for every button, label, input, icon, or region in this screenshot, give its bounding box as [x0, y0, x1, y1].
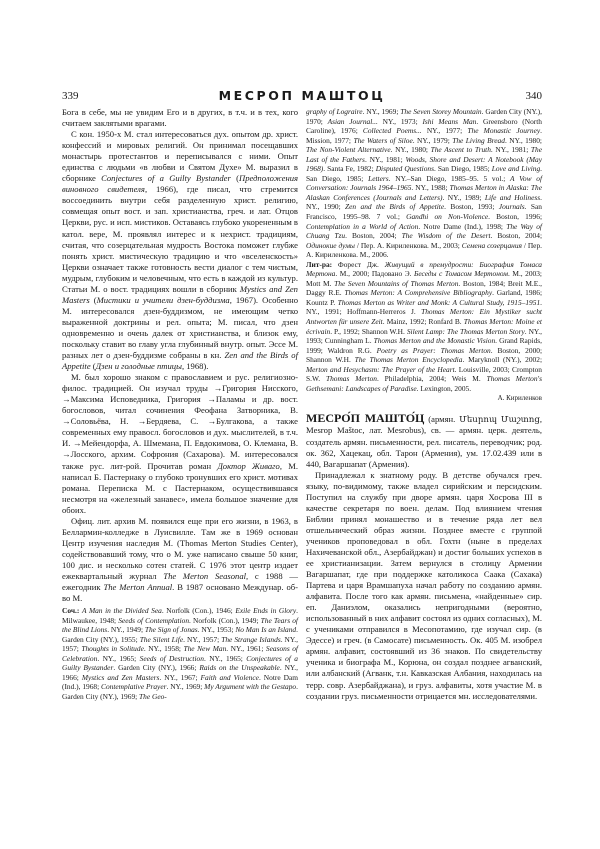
bibliography-title: Ishi Means Man: [422, 116, 477, 126]
bibliography-title: graphy of Lograire: [306, 107, 363, 116]
literature-list: Лит-ра: Форест Дж. Живущий в премудрости: Биография Томаса Мертона. М., 2000; Падованo Э. Беседы с Томасом Мертоном. М., 2003; Mott M. The Seven Mountains of Thomas Merton. Boston, 1984; Breit M.E., Daggy R.E. Thomas Merton: A Comprehensive Bibliography. Garland, 1986; Kountz P. Thomas Merton as Writer and Monk: A Cultural Study, 1915–1951. NY., 1991; Hoffmann-Herreros J. Thomas Merton: Ein Mystiker sucht Antworten für unsere Zeit. Mainz, 1992; Ronfard B. Thomas Merton: Moine et écrivain. P., 1992; Shannon W.H. Silent Lamp: The Thomas Merton Story. NY., 1993; Cunningham L. Thomas Merton and the Monastic Vision. Grand Rapids, 1999; Waldron R.G. Poetry as Prayer: Thomas Merton. Boston, 2000; Shannon W.H. The Thomas Merton Encyclopedia. Maryknoll (NY.), 2002; Merton and Hesychasm: The Prayer of the Heart. Louisville, 2003; Crompton S.W. Thomas Merton. Philadelphia, 2004; Weis M. Thomas Merton's Gethsemani: Landscapes of Paradise. Lexington, 2005.: [306, 259, 543, 393]
page-number-right: 340: [525, 90, 542, 102]
bibliography-title: The Monastic Journey: [467, 126, 541, 136]
works-list: Соч.: A Man in the Divided Sea. Norfolk (Con.), 1946; Exile Ends in Glory. Milwaukee, 1948; Seeds of Contemplation. Norfolk (Con.), 1949; The Tears of the Blind Lions. NY., 1949; The Sign of Jonas. NY., 1953; No Man Is an Island. Garden City (NY.), 1955; The Silent Life. NY., 1957; The Strange Islands. NY., 1957; Thoughts in Solitude. NY., 1958; The New Man. NY., 1961; Seasons of Celebration. NY., 1965; Seeds of Destruction. NY., 1965; Conjectures of a Guilty Bystander. Garden City (NY.), 1966; Raids on the Unspeakable. NY., 1966; Mystics and Zen Masters. NY., 1967; Faith and Violence. Notre Dam (Ind.), 1968; Contemplative Prayer. NY., 1969; My Argument with the Gestapo. Garden City (NY.), 1969; The Geo-: [62, 606, 298, 702]
bibliography-title: The Sign of Jonas: [144, 625, 198, 635]
bibliography-title: The Seven Mountains of Thomas Merton: [334, 278, 459, 288]
book-title: Доктор Живаго: [217, 460, 280, 471]
author-signature: А. Кириленков: [497, 394, 542, 403]
bibliography-title: Thoughts in Solitude: [81, 644, 144, 654]
bibliography-title: The Way of Chuang Tzu: [306, 221, 542, 241]
book-title: Mystics and Zen Masters: [62, 283, 298, 305]
book-page: [62, 88, 542, 702]
bibliography-title: Zen and the Birds of Appetite: [345, 202, 445, 212]
literature-label: Лит-ра:: [306, 259, 333, 269]
bibliography-title: The Last of the Fathers: [306, 145, 542, 164]
page-header: [62, 88, 542, 106]
bibliography-title: Exile Ends in Glory: [235, 606, 297, 616]
bibliography-title: Merton and Hesychasm: The Prayer of the Heart: [306, 364, 455, 374]
bibliography-title: Raids on the Unspeakable: [199, 663, 280, 673]
book-title: Предположения виновного свидетеля: [62, 173, 298, 195]
paragraph: Принадлежал к знатному роду. В детстве обучался греч. языку, по-видимому, также владел сирийским и персидским. Поступил на службу при дворе армян. царя Хосрова III в качестве секретаря по воен. делам. Под влиянием чтения Библии принял монашество и в течение ряда лет вел отшельнический образ жизни. Позднее вместе с группой учеников проповедовал в обл. Гохтн (ныне в пределах Нахичеванской обл., Азербайджан) и достиг больших успехов в ее христианизации. Затем вернулся в столицу Армении Вагаршапат, где при поддержке католикоса Саака (Сахака) Партева и царя Врамшапуха начал работу по созданию армян. алфавита. После того как армян. письмена, «найденные» сир. еп. Даниэлом, оказались непригодными (вероятно, использованный в них алфавит состоял из одних согласных), М. с учениками отправился в Месопотамию, где изучал сир. (в Эдессе) и греч. (в Самосате) письменность. Ок. 405 М. изобрел армян. алфавит, состоявший из 36 знаков. По свидетельству ученика и биографа М., Корюна, он создал позднее агванский, или албанский (Агванк, т.н. Кавказская Албания, находилась на терр. совр. Азербайджана), и груз. алфавиты, хотя участие М. в создании груз. письменности отрицается мн. исследователями.: [306, 469, 542, 701]
bibliography-title: The Non-Violent Alternative: [306, 145, 391, 155]
works-label: Соч.:: [62, 606, 80, 616]
bibliography-title: Семена созерцания: [461, 240, 522, 250]
bibliography-title: Thomas Merton's Gethsemani: Landscapes of Paradise: [306, 374, 543, 393]
bibliography-title: Thomas Merton as Writer and Monk: A Cultural Study, 1915–1951: [337, 297, 541, 307]
bibliography-title: Journals: [498, 202, 525, 212]
bibliography-title: The Seven Storey Mountain: [400, 107, 482, 116]
bibliography-title: My Argument with the Gestapo: [204, 682, 297, 692]
bibliography-title: Thomas Merton: [325, 374, 377, 384]
journal-title: The Merton Seasonal: [163, 570, 247, 581]
bibliography-title: The Wisdom of the Desert: [401, 231, 491, 241]
book-title: Conjectures of a Guilty Bystander: [101, 173, 231, 184]
bibliography-title: Mystics and Zen Masters: [81, 672, 160, 682]
bibliography-title: The Thomas Merton Encyclopedia: [354, 355, 463, 365]
bibliography-title: The Waters of Siloe: [353, 135, 413, 145]
bibliography-title: The Silent Life: [139, 634, 184, 644]
bibliography-title: Contemplation in a World of Action: [306, 221, 419, 231]
two-column-body: [62, 107, 542, 702]
book-title: Zen and the Birds of Appetite: [62, 350, 298, 372]
journal-title: The Merton Annual: [103, 582, 173, 593]
bibliography-title: A Man in the Divided Sea: [81, 606, 162, 616]
bibliography-title: Thomas Merton: Ein Mystiker sucht Antworten für unsere Zeit: [306, 307, 542, 327]
bibliography-title: Беседы с Томасом Мертоном: [413, 269, 509, 279]
entry-intro: МЕСРО́П МАШТО́Ц (армян. Մեսրոպ Մաշտոց, Mesrop Maštoc, лат. Mesrobus), св. — армян. церк. деятель, создатель армян. письменности, рел. писатель, переводчик; род. ок. 362, Хацекац, обл. Тарон (Армения), ум. 17.02.439 или в 440, Вагаршапат (Армения).: [306, 411, 542, 469]
bibliography-title: Letters: [368, 173, 389, 183]
bibliography-title: The Tears of the Blind Lions: [62, 615, 298, 635]
bibliography-title: Collected Poems...: [362, 126, 422, 136]
bibliography-title: Живущий в премудрости: Биография Томаса Мертона: [306, 259, 542, 279]
bibliography-title: Seasons of Celebration: [62, 644, 298, 663]
bibliography-title: Silent Lamp: The Thomas Merton Story: [406, 326, 525, 336]
bibliography-title: Life and Holiness: [484, 192, 541, 202]
running-title: МЕСРОП МАШТОЦ: [218, 88, 386, 103]
bibliography-title: Thomas Merton: Moine et écrivain: [306, 317, 542, 336]
bibliography-title: A Vow of Conversation: Journals 1964–1965: [306, 173, 543, 193]
bibliography-title: The Geo-: [139, 692, 167, 702]
bibliography-title: Contemplative Prayer: [101, 682, 167, 692]
bibliography-title: The New Man: [183, 644, 227, 654]
bibliography-title: Asian Journal...: [327, 116, 378, 126]
left-column: [62, 107, 298, 702]
bibliography-title: Одинокие думы: [306, 240, 355, 250]
bibliography-title: The Ascent to Truth: [430, 145, 491, 155]
bibliography-title: Woods, Shore and Desert: A Notebook (May 1968): [306, 154, 542, 174]
works-list-continued: graphy of Lograire. NY., 1969; The Seven Storey Mountain. Garden City (NY.), 1970; Asian Journal... NY., 1973; Ishi Means Man. Greensboro (North Caroline), 1976; Collected Poems... NY., 1977; The Monastic Journey. Mission, 1977; The Waters of Siloe. NY., 1979; The Living Bread. NY., 1980; The Non-Violent Alternative. NY., 1980; The Ascent to Truth. NY., 1981; The Last of the Fathers. NY., 1981; Woods, Shore and Desert: A Notebook (May 1968). Santa Fe, 1982; Disputed Questions. San Diego, 1985; Love and Living. San Diego, 1985; Letters. NY.–San Diego, 1985–95. 5 vol.; A Vow of Conversation: Journals 1964–1965. NY., 1988; Thomas Merton in Alaska: The Alaskan Conferences (Journals and Letters). NY., 1989; Life and Holiness. NY., 1990; Zen and the Birds of Appetite. Boston, 1993; Journals. San Francisco, 1995–98. 7 vol.; Gandhi on Non-Violence. Boston, 1996; Contemplation in a World of Action. Notre Dame (Ind.), 1998; The Way of Chuang Tzu. Boston, 2004; The Wisdom of the Desert. Boston, 2004; Одинокие думы / Пер. А. Кириленкова. М., 2003; Семена созерцания / Пер. А. Кириленкова. М., 2006.: [306, 107, 543, 260]
bibliography-title: Thomas Merton in Alaska: The Alaskan Conferences (Journals and Letters): [306, 183, 542, 202]
bibliography-title: No Man Is an Island: [235, 625, 297, 635]
bibliography-title: Thomas Merton and the Monastic Vision: [373, 336, 496, 346]
paragraph: М. был хорошо знаком с православием и рус. религиозно-филос. традицией. Он изучал труды →Григория Нисского, →Максима Исповедника, Григория →Паламы и др. вост. богословов, читал сочинения Феофана Затворника, В. →Соловьёва, Н. →Бердяева, С. →Булгакова, а также современных ему правосл. богословов и дух. мыслителей, в т.ч. И. →Мейендорфа, А. Шмемана, П. Евдокимова, О. Клемана, В. →Лосского, архим. Софрония (Сахарова). М. интересовался также рус. лит-рой. Прочитав роман Доктор Живаго, М. написал Б. Пастернаку о глубоко тронувших его христ. мотивах романа. Переписка М. с Пастернаком, осуществившаяся несмотря на «железный занавес», имела большое значение для обоих.: [62, 372, 298, 515]
bibliography-title: Disputed Questions: [375, 164, 434, 174]
paragraph: С кон. 1950-х М. стал интересоваться дух. опытом др. христ. конфессий и мировых религий. Он принимал посещавших монастырь протестантов и переписывался с ними. Опыт единства с людьми «в любви и Святом Духе» М. выразил в сборнике Conjectures of a Guilty Bystander (Предположения виновного свидетеля, 1966), где писал, что стремится воссоединить внутри себя разделенную христ. религию, совмещая опыт вост. и зап. христианства, греч. и лат. Отцов Церкви, рус. и исп. мистиков. Оставаясь глубоко укорененным в катол. вере, М. проявлял интерес и к нехрист. традициям, считая, что созерцательная мудрость Востока поможет глубже понять христ. мистическую традицию и что «вселенскость» Церкви означает также готовность вести диалог с тем чистым, мудрым, глубоким и человечным, что есть в каждой из культур. Статьи М. о вост. традициях вошли в сборник Mystics and Zen Masters (Мистики и учители дзен-буддизма, 1967). Особенно М. интересовался дзен-буддизмом, не имеющим четко выраженной доктрины и рел. опыта; М. писал, что дзен одновременно и очень далек от христианства, и близок ему, поскольку ставит во главу угла глубинный внутр. опыт. Эссе М. разных лет о дзен-буддизме собраны в кн. Zen and the Birds of Appetite (Дзен и голодные птицы, 1968).: [62, 129, 298, 372]
paragraph: Офиц. лит. архив М. появился еще при его жизни, в 1963, в Беллармин-колледже в Луисвилле. Там же в 1969 основан Центр изучения наследия М. (Thomas Merton Studies Center), содействовавший тому, что о М. уже написано свыше 50 книг, 100 дис. и несколько сотен статей. С 1976 этот центр издает ежеквартальный журнал The Merton Seasonal, с 1988 — ежегодник The Merton Annual. В 1987 основано Междунар. об-во М.: [62, 515, 298, 604]
book-title: Мистики и учители дзен-буддизма: [96, 294, 230, 305]
bibliography-title: Thomas Merton: A Comprehensive Bibliography: [344, 288, 493, 298]
paragraph: Бога в себе, мы не увидим Его и в других, в т.ч. и в тех, кого считаем заклятыми врагами.: [62, 107, 298, 129]
book-title: Дзен и голодные птицы: [95, 361, 182, 372]
right-column: [306, 107, 542, 702]
bibliography-title: Poetry as Prayer: Thomas Merton: [376, 345, 491, 355]
bibliography-title: The Strange Islands: [221, 634, 281, 644]
bibliography-title: The Living Bread: [452, 135, 505, 145]
bibliography-title: Seeds of Destruction: [139, 653, 204, 663]
bibliography-title: Love and Living: [491, 164, 541, 174]
bibliography-title: Faith and Violence: [200, 672, 259, 682]
bibliography-title: Gandhi on Non-Violence: [406, 212, 489, 222]
bibliography-title: Seeds of Contemplation: [118, 615, 190, 625]
entry-headword: МЕСРО́П МАШТО́Ц: [306, 411, 425, 426]
bibliography-title: Conjectures of a Guilty Bystander: [62, 653, 298, 673]
page-number-left: 339: [62, 90, 79, 102]
